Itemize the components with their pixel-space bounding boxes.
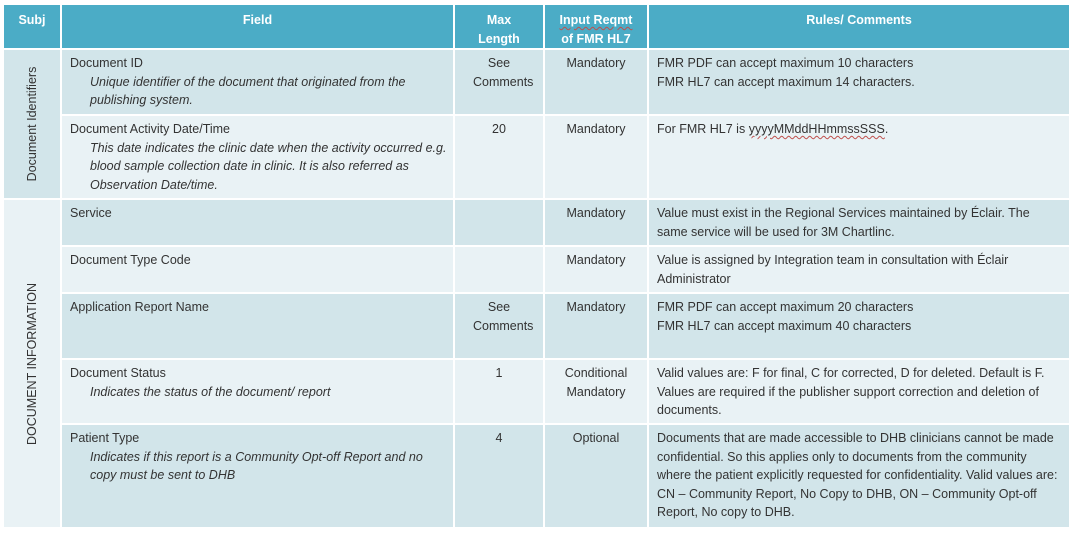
- rules-cell: For FMR HL7 is yyyyMMddHHmmssSSS.: [648, 115, 1070, 199]
- field-cell: [61, 49, 454, 115]
- input-reqmt-cell: Conditional Mandatory: [544, 359, 648, 424]
- field-cell: [61, 293, 454, 359]
- rules-line: FMR PDF can accept maximum 20 characters: [657, 300, 914, 314]
- field-name: Patient Type: [70, 431, 140, 445]
- input-reqmt-cell: Mandatory: [544, 293, 648, 359]
- rules-line: FMR HL7 can accept maximum 14 characters.: [657, 74, 915, 89]
- rules-format-code: yyyyMMddHHmmssSSS: [748, 122, 885, 136]
- group-document-identifiers: [3, 49, 61, 199]
- group-label: Document Identifiers: [24, 66, 39, 182]
- header-rules: Rules/ Comments: [648, 4, 1070, 49]
- input-reqmt-cell: Optional: [544, 424, 648, 528]
- field-cell: [61, 115, 454, 199]
- header-max-length: Max Length: [454, 4, 544, 49]
- field-description: Unique identifier of the document that originated from the publishing system.: [90, 74, 406, 107]
- rules-cell: Value is assigned by Integration team in consultation with Éclair Administrator: [648, 246, 1070, 293]
- rules-cell: [648, 49, 1070, 115]
- field-name: Document Status: [70, 366, 166, 380]
- max-length-cell: See Comments: [454, 293, 544, 359]
- input-reqmt-cell: Mandatory: [544, 115, 648, 199]
- field-name: Document Type Code: [70, 253, 191, 267]
- field-description: This date indicates the clinic date when the activity occurred e.g. blood sample collection date in clinic. It is also referred as Observation Date/time.: [90, 140, 447, 192]
- table-row: [3, 199, 1070, 246]
- field-name: Service: [70, 206, 112, 220]
- header-subj: Subj: [3, 4, 61, 49]
- field-spec-table: [2, 3, 1071, 529]
- rules-cell: Documents that are made accessible to DHB clinicians cannot be made confidential. So this applies only to documents from the community where the patient explicitly requested for confidentiality. Valid values are: CN – Community Report, No Copy to DHB, ON – Community Opt-off Report, No copy to DHB.: [648, 424, 1070, 528]
- max-length-cell: 20: [454, 115, 544, 199]
- table-row: [3, 359, 1070, 424]
- table-row: [3, 293, 1070, 359]
- rules-text: For FMR HL7 is: [657, 122, 749, 136]
- field-name: Document Activity Date/Time: [70, 122, 231, 136]
- field-name: Document ID: [70, 56, 143, 70]
- header-row: [3, 4, 1070, 49]
- table-row: [3, 246, 1070, 293]
- max-length-cell: See Comments: [454, 49, 544, 115]
- table-row: [3, 424, 1070, 528]
- field-name: Application Report Name: [70, 300, 209, 314]
- rules-cell: Valid values are: F for final, C for corrected, D for deleted. Default is F. Values are required if the publisher support correction and deletion of documents.: [648, 359, 1070, 424]
- input-reqmt-cell: Mandatory: [544, 49, 648, 115]
- max-length-cell: [454, 199, 544, 246]
- max-length-cell: 4: [454, 424, 544, 528]
- group-label: DOCUMENT INFORMATION: [24, 282, 39, 445]
- table-row: [3, 115, 1070, 199]
- input-reqmt-cell: Mandatory: [544, 199, 648, 246]
- field-description: Indicates if this report is a Community Opt-off Report and no copy must be sent to DHB: [90, 449, 423, 482]
- field-cell: [61, 424, 454, 528]
- table-row: [3, 49, 1070, 115]
- max-length-cell: 1: [454, 359, 544, 424]
- field-cell: [61, 246, 454, 293]
- field-cell: [61, 199, 454, 246]
- rules-cell: Value must exist in the Regional Services maintained by Éclair. The same service will be used for 3M Chartlinc.: [648, 199, 1070, 246]
- header-input-reqmt: Input Reqmt of FMR HL7: [544, 4, 648, 49]
- header-field: Field: [61, 4, 454, 49]
- input-reqmt-cell: Mandatory: [544, 246, 648, 293]
- rules-line: FMR PDF can accept maximum 10 characters: [657, 56, 914, 70]
- rules-line: FMR HL7 can accept maximum 40 characters: [657, 318, 912, 333]
- field-description: Indicates the status of the document/ report: [90, 384, 331, 399]
- max-length-cell: [454, 246, 544, 293]
- group-document-information: [3, 199, 61, 528]
- rules-cell: [648, 293, 1070, 359]
- field-cell: [61, 359, 454, 424]
